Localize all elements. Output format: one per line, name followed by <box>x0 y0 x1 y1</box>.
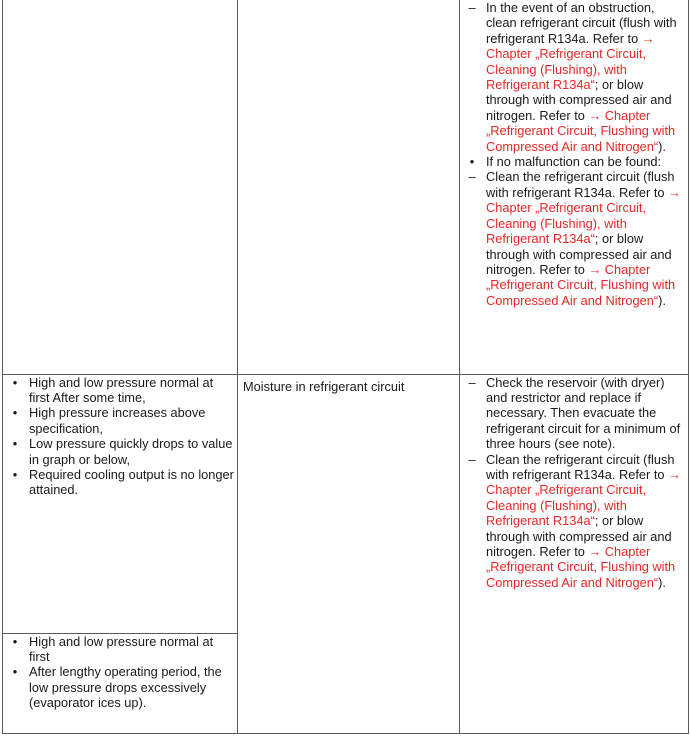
symptom-item <box>3 664 237 710</box>
remedy-cell <box>460 0 689 374</box>
cause-text <box>238 0 459 4</box>
cause-cell <box>238 374 460 733</box>
symptom-text: High and low pressure normal at first <box>29 633 214 664</box>
bullet-marker: • <box>12 436 18 452</box>
symptom-text: Required cooling output is no longer attained. <box>29 466 234 498</box>
symptom-item <box>3 405 237 436</box>
bullet-marker: • <box>12 466 18 482</box>
symptom-text: After lengthy operating period, the low pressure drops excessively (evaporator ices up). <box>29 664 222 711</box>
table-row <box>3 374 689 633</box>
symptom-list <box>3 375 237 498</box>
remedy-item <box>460 452 688 591</box>
symptom-list <box>3 634 237 711</box>
cause-cell <box>238 0 460 374</box>
remedy-cell <box>460 374 689 733</box>
symptoms-cell <box>3 0 238 374</box>
remedy-text: Clean the refrigerant circuit (flush with refrigerant R134a. Refer to → Chapter „Refrigerant Circuit, Cleaning (Flushing), with Refrigerant R134a“; or blow through with compressed air and nitrogen. Refer to → Chapter „Refrigerant Circuit, Flushing with Compressed Air and Nitrogen“). <box>486 451 681 590</box>
bullet-marker: • <box>12 633 18 649</box>
remedy-text: In the event of an obstruction, clean refrigerant circuit (flush with refrigerant R134a. Refer to → Chapter „Refrigerant Circuit, Cleaning (Flushing), with Refrigerant R134a“; or blow through with compressed air and nitrogen. Refer to → Chapter „Refrigerant Circuit, Flushing with Compressed Air and Nitrogen“). <box>486 0 677 154</box>
bullet-marker: • <box>12 664 18 680</box>
symptom-item <box>3 634 237 665</box>
symptom-text: High and low pressure normal at first After some time, <box>29 374 214 405</box>
symptom-item <box>3 375 237 406</box>
chapter-link[interactable]: → Chapter „Refrigerant Circuit, Cleaning (Flushing), with Refrigerant R134a“ <box>486 30 655 93</box>
remedy-text: Clean the refrigerant circuit (flush with refrigerant R134a. Refer to → Chapter „Refrigerant Circuit, Cleaning (Flushing), with Refrigerant R134a“; or blow through with compressed air and nitrogen. Refer to → Chapter „Refrigerant Circuit, Flushing with Compressed Air and Nitrogen“). <box>486 169 681 308</box>
bullet-marker: • <box>12 374 18 390</box>
remedy-item <box>460 375 688 452</box>
symptoms-cell <box>3 633 238 733</box>
cause-text: Moisture in refrigerant circuit <box>243 378 405 394</box>
table-row <box>3 0 689 374</box>
chapter-link[interactable]: → Chapter „Refrigerant Circuit, Cleaning (Flushing), with Refrigerant R134a“ <box>486 184 681 247</box>
dash-marker: – <box>468 451 476 467</box>
remedy-text: If no malfunction can be found: <box>486 154 662 170</box>
remedy-item <box>460 0 688 154</box>
bullet-marker: • <box>469 154 475 170</box>
remedy-text: Check the reservoir (with dryer) and restrictor and replace if necessary. Then evacuate the refrigerant circuit for a minimum of three hours (see note). <box>486 374 681 452</box>
chapter-link[interactable]: → Chapter „Refrigerant Circuit, Flushing with Compressed Air and Nitrogen“ <box>486 543 676 590</box>
symptom-item <box>3 467 237 498</box>
remedy-item <box>460 154 688 169</box>
remedy-list <box>460 375 688 591</box>
symptom-text: Low pressure quickly drops to value in graph or below, <box>29 436 233 467</box>
remedy-item <box>460 169 688 308</box>
chapter-link[interactable]: → Chapter „Refrigerant Circuit, Flushing with Compressed Air and Nitrogen“ <box>486 107 676 154</box>
remedy-list <box>460 0 688 308</box>
troubleshooting-table <box>2 0 689 734</box>
symptom-text: High pressure increases above specification, <box>29 405 206 436</box>
dash-marker: – <box>468 169 476 185</box>
bullet-marker: • <box>12 405 18 421</box>
chapter-link[interactable]: → Chapter „Refrigerant Circuit, Flushing with Compressed Air and Nitrogen“ <box>486 261 676 308</box>
symptoms-cell <box>3 374 238 633</box>
chapter-link[interactable]: → Chapter „Refrigerant Circuit, Cleaning (Flushing), with Refrigerant R134a“ <box>486 466 681 529</box>
dash-marker: – <box>468 374 476 390</box>
dash-marker: – <box>468 0 476 15</box>
symptom-item <box>3 436 237 467</box>
